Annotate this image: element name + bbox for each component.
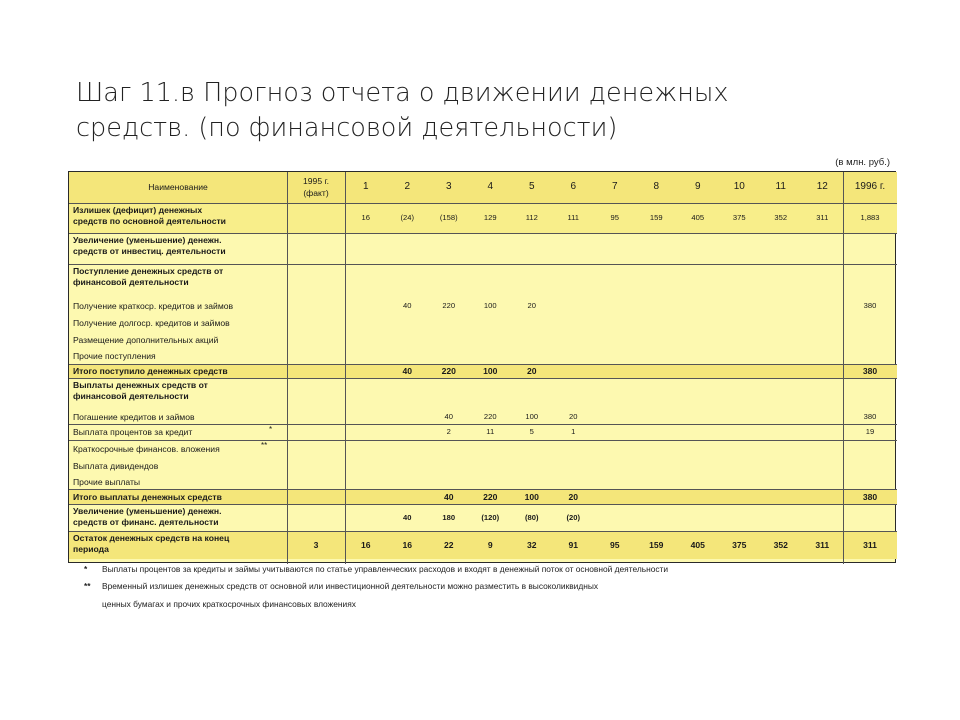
- row-label-line: финансовой деятельности: [73, 390, 189, 401]
- row-label-line: средств от финанс. деятельности: [73, 516, 219, 527]
- table-cell: 352: [774, 213, 788, 222]
- row-label-line: периода: [73, 543, 109, 554]
- row-divider: [69, 440, 897, 441]
- header-month: 2: [404, 181, 411, 192]
- row-divider: [69, 264, 897, 265]
- table-cell: 180: [442, 512, 456, 522]
- table-cell: 159: [649, 540, 664, 550]
- table-cell: 112: [525, 213, 538, 222]
- table-cell: 16: [360, 540, 371, 550]
- header-month: 3: [445, 181, 452, 192]
- row-label-line: Размещение дополнительных акций: [73, 334, 219, 345]
- slide-title-line-2: средств. (по финансовой деятельности): [76, 113, 618, 143]
- row-label-line: финансовой деятельности: [73, 276, 189, 287]
- table-cell: 20: [526, 366, 537, 376]
- header-month: 1: [362, 181, 369, 192]
- table-cell: 95: [610, 213, 619, 222]
- row-divider: [69, 378, 897, 379]
- header-month: 8: [653, 181, 660, 192]
- table-cell: 311: [863, 540, 877, 550]
- row-label: [73, 533, 301, 554]
- table-cell: (20): [566, 512, 580, 522]
- table-cell: 5: [529, 427, 534, 436]
- row-label: [73, 205, 301, 226]
- row-label-line: средств от инвестиц. деятельности: [73, 245, 226, 256]
- row-label: [73, 477, 301, 488]
- footnote-line: [84, 598, 356, 611]
- table-cell: 32: [526, 540, 537, 550]
- row-label: [73, 506, 301, 527]
- table-cell: 380: [863, 300, 877, 310]
- table-cell: 40: [443, 491, 454, 502]
- table-cell: 9: [487, 540, 493, 550]
- footnote-text: ценных бумагах и прочих краткосрочных финансовых вложениях: [102, 599, 356, 609]
- footnote-line: [84, 563, 668, 576]
- footnote-text: Выплаты процентов за кредиты и займы учитываются по статье управленческих расходов и входят в денежный поток от основной деятельности: [102, 564, 669, 574]
- table-cell: 91: [568, 540, 579, 550]
- row-label: [73, 335, 301, 346]
- header-month: 6: [570, 181, 577, 192]
- header-name: Наименование: [148, 182, 208, 192]
- row-label-line: Излишек (дефицит) денежных: [73, 205, 203, 215]
- row-label: [73, 380, 301, 401]
- table-cell: 20: [568, 491, 579, 502]
- row-label-line: Выплата процентов за кредит: [73, 427, 193, 437]
- footnote-text: Временный излишек денежных средств от основной или инвестиционной деятельности можно разместить в высоколиквидных: [102, 581, 599, 591]
- table-cell: 405: [691, 213, 705, 222]
- table-cell: 20: [527, 300, 536, 310]
- row-label-line: Краткосрочные финансов. вложения: [73, 444, 220, 454]
- table-cell: 111: [567, 213, 580, 222]
- table-cell: 40: [403, 300, 412, 310]
- row-divider: [69, 233, 897, 234]
- row-label-line: средств по основной деятельности: [73, 215, 226, 226]
- row-label-line: Погашение кредитов и займов: [73, 412, 195, 422]
- table-cell: 380: [862, 366, 878, 376]
- table-cell: 380: [862, 491, 878, 502]
- table-cell: 40: [444, 412, 453, 421]
- row-label-line: Поступление денежных средств от: [73, 266, 224, 276]
- row-label-line: Остаток денежных средств на конец: [73, 533, 230, 543]
- row-label-line: Выплаты денежных средств от: [73, 380, 208, 390]
- row-label: [73, 492, 301, 503]
- header-month: 4: [487, 181, 494, 192]
- table-cell: (158): [439, 213, 458, 222]
- header-month: 5: [528, 181, 535, 192]
- slide-title: [76, 76, 876, 146]
- table-cell: 311: [815, 540, 830, 550]
- row-label-line: Прочие выплаты: [73, 476, 141, 487]
- row-label-line: Прочие поступления: [73, 351, 156, 361]
- table-cell: 311: [816, 213, 829, 222]
- table-cell: 16: [361, 213, 370, 222]
- table-cell: 375: [732, 540, 747, 550]
- row-label-line: Получение краткоср. кредитов и займов: [73, 300, 234, 311]
- unit-note: (в млн. руб.): [835, 157, 890, 168]
- footnote-mark: **: [84, 581, 91, 591]
- header-year-from: 1995 г.: [303, 176, 329, 186]
- row-divider: [69, 504, 897, 505]
- table-cell: 19: [865, 427, 875, 436]
- row-label-line: Выплата дивидендов: [73, 461, 159, 471]
- row-label: [73, 351, 301, 362]
- row-label-line: Итого поступило денежных средств: [73, 366, 228, 376]
- row-label-line: Увеличение (уменьшение) денежн.: [73, 506, 222, 516]
- header-year-to: 1996 г.: [854, 181, 886, 192]
- header-month: 12: [816, 181, 828, 192]
- table-cell: 220: [441, 366, 456, 376]
- row-divider: [69, 489, 897, 490]
- table-cell: 220: [483, 491, 498, 502]
- table-cell: (24): [400, 213, 414, 222]
- footnote-marker: *: [269, 425, 273, 434]
- table-cell: 380: [863, 412, 877, 421]
- table-cell: 375: [732, 213, 746, 222]
- table-cell: 22: [443, 540, 454, 550]
- table-cell: (120): [481, 512, 500, 522]
- row-label-line: Получение долгоср. кредитов и займов: [73, 317, 230, 328]
- table-cell: 352: [773, 540, 788, 550]
- table-cell: 220: [442, 300, 456, 310]
- row-divider: [69, 531, 897, 532]
- table-cell: 40: [403, 512, 412, 522]
- header-month: 7: [611, 181, 618, 192]
- table-cell: 100: [483, 366, 498, 376]
- table-cell: 95: [609, 540, 620, 550]
- table-cell: 129: [483, 213, 497, 222]
- row-label: [73, 235, 301, 256]
- column-divider: [345, 172, 346, 564]
- table-cell: 1: [571, 427, 576, 436]
- table-cell: (80): [524, 512, 539, 522]
- row-label: [73, 318, 301, 329]
- table-cell: 405: [690, 540, 705, 550]
- row-label: [73, 266, 301, 287]
- row-label: [73, 412, 301, 423]
- row-label-line: Итого выплаты денежных средств: [73, 491, 222, 502]
- header-month: 11: [775, 181, 786, 192]
- table-cell: 1,883: [860, 213, 880, 222]
- table-cell: 100: [524, 491, 539, 502]
- row-divider: [69, 424, 897, 425]
- table-cell: 40: [402, 366, 413, 376]
- header-month: 10: [733, 181, 745, 192]
- footnote-line: [84, 580, 598, 593]
- row-label: [73, 301, 301, 312]
- row-divider: [69, 364, 897, 365]
- cash-flow-table: [68, 171, 896, 563]
- table-cell: 220: [483, 412, 497, 421]
- row-label: [73, 366, 301, 377]
- row-label-line: Увеличение (уменьшение) денежн.: [73, 235, 222, 245]
- table-cell: 20: [569, 412, 578, 421]
- table-cell: 2: [446, 427, 451, 436]
- table-cell: 16: [402, 540, 413, 550]
- table-cell: 159: [649, 213, 663, 222]
- row-label: [73, 427, 301, 438]
- table-cell: 100: [483, 300, 497, 310]
- row-label: [73, 461, 301, 472]
- footnote-marker: **: [261, 441, 268, 450]
- table-cell: 100: [525, 412, 539, 421]
- slide-title-line-1: Шаг 11.в Прогноз отчета о движении денежных: [76, 78, 729, 108]
- header-year-from-note: (факт): [303, 188, 329, 198]
- header-month: 9: [694, 181, 701, 192]
- table-cell: 11: [486, 427, 495, 436]
- footnote-mark: *: [84, 564, 88, 574]
- table-cell: 3: [313, 540, 319, 550]
- row-divider: [69, 203, 897, 204]
